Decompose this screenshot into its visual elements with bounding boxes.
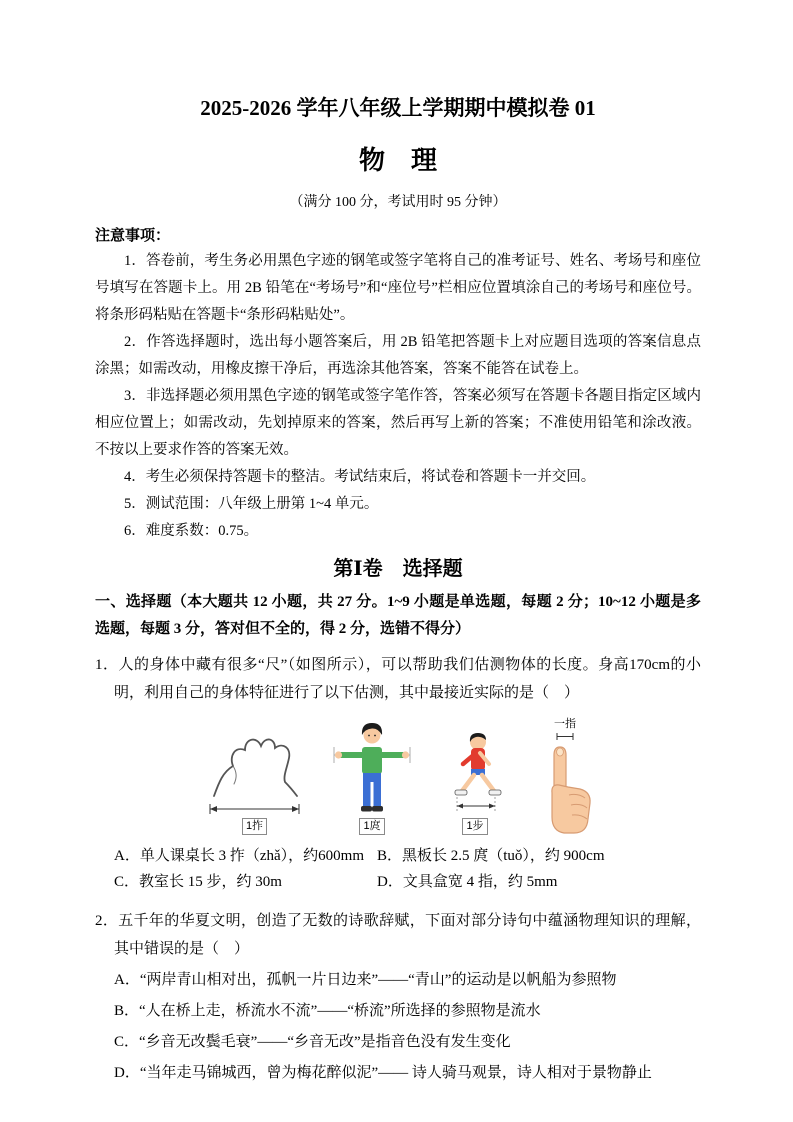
exam-subject: 物 理: [358, 146, 437, 175]
notice-item-6: 6．难度系数：0.75。: [124, 523, 259, 539]
exam-meta-line: （满分 100 分，考试用时 95 分钟）: [289, 195, 507, 210]
finger-width-label: 一指: [554, 718, 576, 730]
question-2-option-d: D．“当年走马锦城西，曾为梅花醉似泥”—— 诗人骑马观景，诗人相对于景物静止: [114, 1065, 652, 1081]
question-2-stem: 2．五千年的华夏文明，创造了无数的诗歌辞赋，下面对部分诗句中蕴涵物理知识的理解，其中错误的是（ ）: [95, 913, 701, 957]
question-1-option-d: D．文具盒宽 4 指，约 5mm: [377, 874, 558, 890]
question-2-option-b: B．“人在桥上走，桥流水不流”——“桥流”所选择的参照物是流水: [114, 1003, 541, 1019]
step-label: 1步: [462, 818, 487, 835]
hand-span-icon: [207, 726, 302, 800]
notice-item-4: 4．考生必须保持答题卡的整洁。考试结束后，将试卷和答题卡一并交回。: [124, 469, 596, 485]
question-1-stem: 1．人的身体中藏有很多“尺”（如图所示），可以帮助我们估测物体的长度。身高170cm的小明，利用自己的身体特征进行了以下估测，其中最接近实际的是（ ）: [95, 657, 701, 701]
question-1-option-a: A．单人课桌长 3 拃（zhǎ），约600mm: [114, 848, 364, 864]
finger-width-marker-icon: [553, 732, 577, 741]
notice-heading: 注意事项：: [95, 228, 171, 244]
hand-span-label: 1拃: [242, 818, 267, 835]
notice-item-3: 3．非选择题必须用黑色字迹的钢笔或签字笔作答，答案必须写在答题卡各题目指定区域内相应位置上；如需改动，先划掉原来的答案，然后再写上新的答案；不准使用铅笔和涂改液。不按以上要求作答的答案无效。: [95, 388, 701, 458]
walking-boy-icon: [442, 731, 508, 815]
question-1-option-c: C．教室长 15 步，约 30m: [114, 874, 282, 890]
pointing-finger-icon: [538, 743, 592, 835]
hand-span-figure: [207, 726, 302, 835]
step-figure: [442, 731, 508, 835]
question-1-options: [95, 843, 701, 895]
arm-span-label: 1庹: [359, 818, 384, 835]
question-1-figure: [207, 717, 701, 835]
arm-span-boy-icon: [332, 719, 412, 815]
exam-title: 2025-2026 学年八年级上学期期中模拟卷 01: [200, 96, 596, 120]
question-1-option-b: B．黑板长 2.5 庹（tuǒ），约 900cm: [377, 848, 605, 864]
section-1-title: 第Ⅰ卷 选择题: [333, 558, 463, 580]
notice-item-5: 5．测试范围：八年级上册第 1~4 单元。: [124, 496, 379, 512]
question-2-option-a: A．“两岸青山相对出，孤帆一片日边来”——“青山”的运动是以帆船为参照物: [114, 972, 617, 988]
finger-width-figure: [538, 717, 592, 835]
question-2-option-c: C．“乡音无改鬓毛衰”——“乡音无改”是指音色没有发生变化: [114, 1034, 511, 1050]
notice-item-2: 2．作答选择题时，选出每小题答案后，用 2B 铅笔把答题卡上对应题目选项的答案信息点涂黑；如需改动，用橡皮擦干净后，再选涂其他答案，答案不能答在试卷上。: [95, 334, 701, 377]
part-1-intro: 一、选择题（本大题共 12 小题，共 27 分。1~9 小题是单选题，每题 2 分；10~12 小题是多选题，每题 3 分，答对但不全的，得 2 分，选错不得分）: [95, 594, 701, 637]
notice-item-1: 1．答卷前，考生务必用黑色字迹的钢笔或签字笔将自己的准考证号、姓名、考场号和座位号填写在答题卡上。用 2B 铅笔在“考场号”和“座位号”栏相应位置填涂自己的考场号和座位号。将条形码粘贴在答题卡“条形码粘贴处”。: [95, 253, 701, 323]
span-measure-arrow-icon: [207, 803, 302, 815]
arm-span-figure: [332, 719, 412, 835]
